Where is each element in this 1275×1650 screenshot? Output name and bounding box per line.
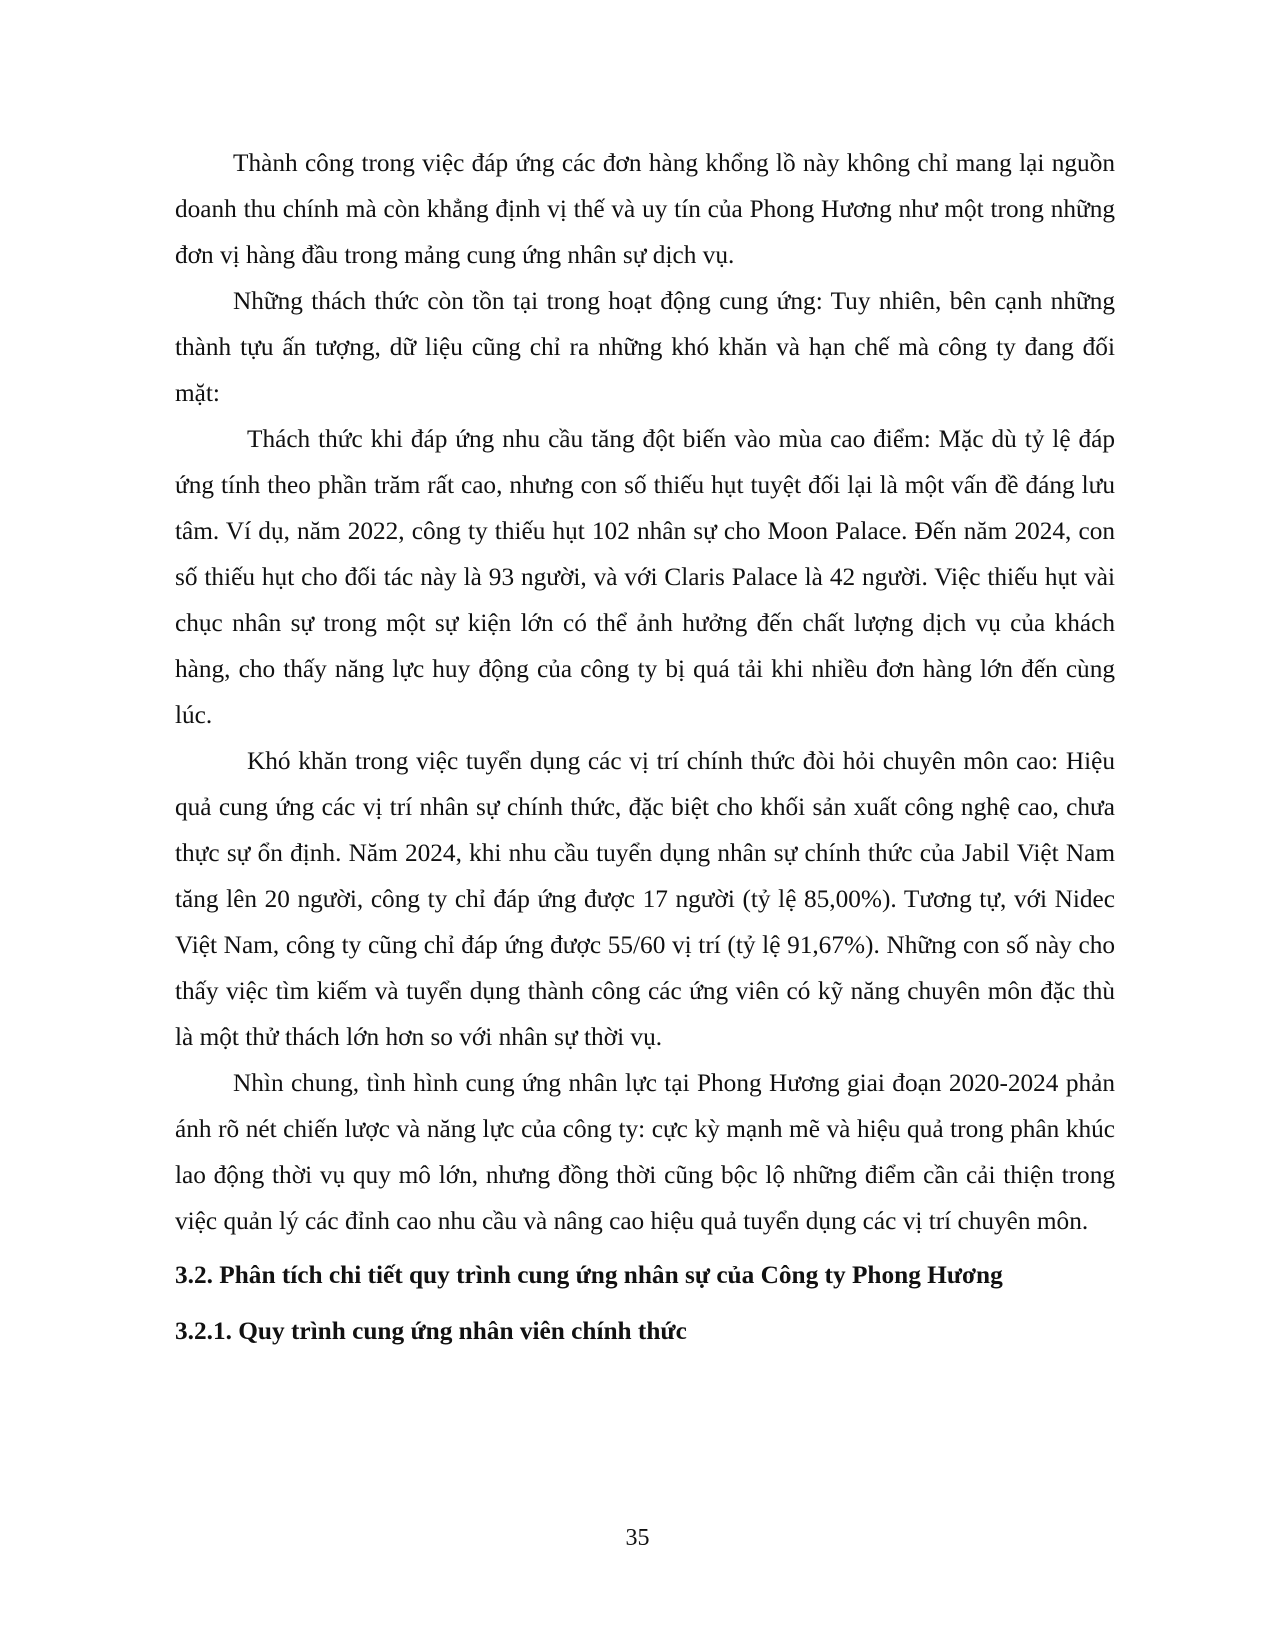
page-number: 35 [625,1525,650,1551]
paragraph-recruitment-difficulty: Khó khăn trong việc tuyển dụng các vị trí chính thức đòi hỏi chuyên môn cao: Hiệu quả cung ứng các vị trí nhân sự chính thức, đặc biệt cho khối sản xuất công nghệ cao, chưa thực sự ổn định. Năm 2024, khi nhu cầu tuyển dụng nhân sự chính thức của Jabil Việt Nam tăng lên 20 người, công ty chỉ đáp ứng được 17 người (tỷ lệ 85,00%). Tương tự, với Nidec Việt Nam, công ty cũng chỉ đáp ứng được 55/60 vị trí (tỷ lệ 91,67%). Những con số này cho thấy việc tìm kiếm và tuyển dụng thành công các ứng viên có kỹ năng chuyên môn đặc thù là một thử thách lớn hơn so với nhân sự thời vụ. [175,747,1115,1051]
subsection-heading: 3.2.1. Quy trình cung ứng nhân viên chính thức [175,1317,687,1345]
paragraph-success: Thành công trong việc đáp ứng các đơn hàng khổng lồ này không chỉ mang lại nguồn doanh thu chính mà còn khẳng định vị thế và uy tín của Phong Hương như một trong những đơn vị hàng đầu trong mảng cung ứng nhân sự dịch vụ. [175,149,1115,269]
paragraph-peak-demand: Thách thức khi đáp ứng nhu cầu tăng đột biến vào mùa cao điểm: Mặc dù tỷ lệ đáp ứng tính theo phần trăm rất cao, nhưng con số thiếu hụt tuyệt đối lại là một vấn đề đáng lưu tâm. Ví dụ, năm 2022, công ty thiếu hụt 102 nhân sự cho Moon Palace. Đến năm 2024, con số thiếu hụt cho đối tác này là 93 người, và với Claris Palace là 42 người. Việc thiếu hụt vài chục nhân sự trong một sự kiện lớn có thể ảnh hưởng đến chất lượng dịch vụ của khách hàng, cho thấy năng lực huy động của công ty bị quá tải khi nhiều đơn hàng lớn đến cùng lúc. [175,425,1115,729]
page-body [175,140,1115,1354]
section-heading: 3.2. Phân tích chi tiết quy trình cung ứng nhân sự của Công ty Phong Hương [175,1261,1003,1289]
paragraph-challenges-intro: Những thách thức còn tồn tại trong hoạt động cung ứng: Tuy nhiên, bên cạnh những thành tựu ấn tượng, dữ liệu cũng chỉ ra những khó khăn và hạn chế mà công ty đang đối mặt: [175,287,1115,407]
paragraph-overall: Nhìn chung, tình hình cung ứng nhân lực tại Phong Hương giai đoạn 2020-2024 phản ánh rõ nét chiến lược và năng lực của công ty: cực kỳ mạnh mẽ và hiệu quả trong phân khúc lao động thời vụ quy mô lớn, nhưng đồng thời cũng bộc lộ những điểm cần cải thiện trong việc quản lý các đỉnh cao nhu cầu và nâng cao hiệu quả tuyển dụng các vị trí chuyên môn. [175,1069,1115,1235]
